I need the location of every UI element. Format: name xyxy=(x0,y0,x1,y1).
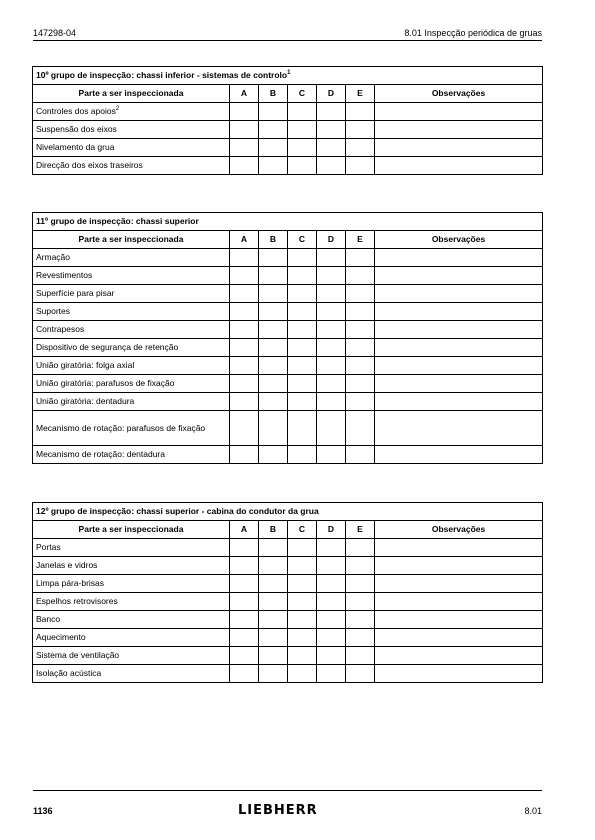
check-cell-c[interactable] xyxy=(288,629,317,647)
check-cell-e[interactable] xyxy=(346,157,375,175)
check-cell-c[interactable] xyxy=(288,411,317,446)
table-row xyxy=(33,557,543,575)
check-cell-b[interactable] xyxy=(259,665,288,683)
check-cell-e[interactable] xyxy=(346,339,375,357)
check-cell-d[interactable] xyxy=(317,121,346,139)
check-cell-c[interactable] xyxy=(288,249,317,267)
column-header-notes: Observações xyxy=(375,231,543,249)
check-cell-c[interactable] xyxy=(288,446,317,464)
check-cell-e[interactable] xyxy=(346,411,375,446)
group-title-row xyxy=(33,213,543,231)
table-row xyxy=(33,103,543,121)
column-header-part: Parte a ser inspeccionada xyxy=(33,521,230,539)
check-cell-a[interactable] xyxy=(230,593,259,611)
table-row xyxy=(33,575,543,593)
check-cell-a[interactable] xyxy=(230,393,259,411)
check-cell-a[interactable] xyxy=(230,121,259,139)
check-cell-d[interactable] xyxy=(317,321,346,339)
check-cell-b[interactable] xyxy=(259,339,288,357)
table-row xyxy=(33,665,543,683)
inspection-item-text: Controles dos apoios xyxy=(36,106,116,116)
column-header-c: C xyxy=(288,521,317,539)
check-cell-e[interactable] xyxy=(346,357,375,375)
check-cell-a[interactable] xyxy=(230,446,259,464)
notes-cell[interactable] xyxy=(375,303,543,321)
inspection-item-text: Aquecimento xyxy=(36,632,86,642)
inspection-item-text: Banco xyxy=(36,614,61,624)
check-cell-e[interactable] xyxy=(346,303,375,321)
check-cell-d[interactable] xyxy=(317,393,346,411)
inspection-item-label xyxy=(33,249,230,267)
column-header-d: D xyxy=(317,231,346,249)
inspection-item-label xyxy=(33,139,230,157)
check-cell-a[interactable] xyxy=(230,357,259,375)
check-cell-e[interactable] xyxy=(346,665,375,683)
check-cell-e[interactable] xyxy=(346,647,375,665)
column-header-row xyxy=(33,85,543,103)
check-cell-d[interactable] xyxy=(317,357,346,375)
check-cell-d[interactable] xyxy=(317,285,346,303)
table-row xyxy=(33,629,543,647)
notes-cell[interactable] xyxy=(375,411,543,446)
check-cell-b[interactable] xyxy=(259,303,288,321)
check-cell-d[interactable] xyxy=(317,267,346,285)
inspection-item-label xyxy=(33,267,230,285)
document-version: 8.01 xyxy=(524,806,542,816)
check-cell-d[interactable] xyxy=(317,611,346,629)
column-header-e: E xyxy=(346,521,375,539)
check-cell-a[interactable] xyxy=(230,665,259,683)
check-cell-e[interactable] xyxy=(346,557,375,575)
check-cell-e[interactable] xyxy=(346,611,375,629)
check-cell-d[interactable] xyxy=(317,446,346,464)
check-cell-b[interactable] xyxy=(259,593,288,611)
check-cell-a[interactable] xyxy=(230,285,259,303)
page-footer xyxy=(33,805,542,819)
check-cell-b[interactable] xyxy=(259,557,288,575)
check-cell-c[interactable] xyxy=(288,121,317,139)
check-cell-c[interactable] xyxy=(288,103,317,121)
inspection-item-text: União giratória: parafusos de fixação xyxy=(36,378,175,388)
column-header-d: D xyxy=(317,85,346,103)
notes-cell[interactable] xyxy=(375,285,543,303)
notes-cell[interactable] xyxy=(375,393,543,411)
inspection-item-label xyxy=(33,339,230,357)
notes-cell[interactable] xyxy=(375,539,543,557)
group-title xyxy=(33,213,543,231)
group-title xyxy=(33,503,543,521)
check-cell-a[interactable] xyxy=(230,321,259,339)
inspection-item-text: Suportes xyxy=(36,306,71,316)
inspection-item-label xyxy=(33,285,230,303)
check-cell-d[interactable] xyxy=(317,557,346,575)
inspection-item-text: União giratória: dentadura xyxy=(36,396,135,406)
check-cell-d[interactable] xyxy=(317,249,346,267)
table-row xyxy=(33,593,543,611)
column-header-e: E xyxy=(346,85,375,103)
table-row xyxy=(33,285,543,303)
footnote-marker: 1 xyxy=(287,70,291,77)
check-cell-a[interactable] xyxy=(230,611,259,629)
check-cell-e[interactable] xyxy=(346,121,375,139)
inspection-item-label xyxy=(33,446,230,464)
check-cell-e[interactable] xyxy=(346,139,375,157)
notes-cell[interactable] xyxy=(375,665,543,683)
inspection-item-label xyxy=(33,593,230,611)
inspection-item-text: Isolação acústica xyxy=(36,668,102,678)
check-cell-d[interactable] xyxy=(317,139,346,157)
check-cell-b[interactable] xyxy=(259,411,288,446)
group-title-text: 10º grupo de inspecção: chassi inferior - sistemas de controlo xyxy=(36,70,288,80)
inspection-item-text: Limpa pára-brisas xyxy=(36,578,105,588)
column-header-c: C xyxy=(288,231,317,249)
page-number: 1136 xyxy=(33,806,53,816)
inspection-item-text: Suspensão dos eixos xyxy=(36,124,117,134)
group-title-row xyxy=(33,67,543,85)
check-cell-b[interactable] xyxy=(259,103,288,121)
check-cell-b[interactable] xyxy=(259,393,288,411)
check-cell-a[interactable] xyxy=(230,157,259,175)
inspection-item-label xyxy=(33,375,230,393)
page-header xyxy=(33,28,542,40)
check-cell-a[interactable] xyxy=(230,303,259,321)
check-cell-e[interactable] xyxy=(346,629,375,647)
inspection-item-label xyxy=(33,393,230,411)
check-cell-a[interactable] xyxy=(230,103,259,121)
footer-divider xyxy=(33,790,542,791)
inspection-item-label xyxy=(33,303,230,321)
notes-cell[interactable] xyxy=(375,339,543,357)
inspection-item-text: Dispositivo de segurança de retenção xyxy=(36,342,179,352)
inspection-item-label xyxy=(33,357,230,375)
inspection-item-text: Janelas e vidros xyxy=(36,560,98,570)
column-header-b: B xyxy=(259,231,288,249)
header-divider xyxy=(33,40,542,41)
inspection-item-label xyxy=(33,157,230,175)
check-cell-a[interactable] xyxy=(230,267,259,285)
inspection-item-label xyxy=(33,411,230,446)
notes-cell[interactable] xyxy=(375,647,543,665)
group-title-text: 11º grupo de inspecção: chassi superior xyxy=(36,216,199,226)
check-cell-b[interactable] xyxy=(259,375,288,393)
check-cell-d[interactable] xyxy=(317,157,346,175)
check-cell-c[interactable] xyxy=(288,139,317,157)
group-title-text: 12º grupo de inspecção: chassi superior - cabina do condutor da grua xyxy=(36,506,319,516)
inspection-item-label xyxy=(33,557,230,575)
inspection-table-group-12 xyxy=(32,502,543,683)
check-cell-c[interactable] xyxy=(288,303,317,321)
check-cell-e[interactable] xyxy=(346,285,375,303)
inspection-item-text: Contrapesos xyxy=(36,324,85,334)
column-header-part: Parte a ser inspeccionada xyxy=(33,85,230,103)
table-row xyxy=(33,647,543,665)
liebherr-logo: LIEBHERR xyxy=(238,803,318,818)
inspection-item-label xyxy=(33,539,230,557)
inspection-item-text: Nivelamento da grua xyxy=(36,142,115,152)
table-row xyxy=(33,339,543,357)
check-cell-b[interactable] xyxy=(259,321,288,339)
inspection-item-text: Superfície para pisar xyxy=(36,288,115,298)
check-cell-a[interactable] xyxy=(230,557,259,575)
check-cell-c[interactable] xyxy=(288,647,317,665)
check-cell-b[interactable] xyxy=(259,139,288,157)
check-cell-a[interactable] xyxy=(230,139,259,157)
check-cell-e[interactable] xyxy=(346,321,375,339)
check-cell-b[interactable] xyxy=(259,446,288,464)
inspection-item-label xyxy=(33,629,230,647)
check-cell-b[interactable] xyxy=(259,539,288,557)
column-header-b: B xyxy=(259,521,288,539)
check-cell-e[interactable] xyxy=(346,249,375,267)
inspection-table-group-11 xyxy=(32,212,543,464)
check-cell-c[interactable] xyxy=(288,267,317,285)
check-cell-c[interactable] xyxy=(288,357,317,375)
column-header-a: A xyxy=(230,231,259,249)
inspection-item-text: Mecanismo de rotação: parafusos de fixação xyxy=(36,422,206,433)
inspection-item-text: Armação xyxy=(36,252,71,262)
inspection-item-label xyxy=(33,665,230,683)
column-header-c: C xyxy=(288,85,317,103)
group-title-row xyxy=(33,503,543,521)
check-cell-c[interactable] xyxy=(288,575,317,593)
check-cell-b[interactable] xyxy=(259,357,288,375)
table-row xyxy=(33,393,543,411)
check-cell-a[interactable] xyxy=(230,411,259,446)
check-cell-e[interactable] xyxy=(346,446,375,464)
check-cell-e[interactable] xyxy=(346,267,375,285)
check-cell-a[interactable] xyxy=(230,575,259,593)
notes-cell[interactable] xyxy=(375,139,543,157)
check-cell-c[interactable] xyxy=(288,593,317,611)
column-header-a: A xyxy=(230,521,259,539)
notes-cell[interactable] xyxy=(375,103,543,121)
notes-cell[interactable] xyxy=(375,593,543,611)
inspection-item-text: Espelhos retrovisores xyxy=(36,596,118,606)
check-cell-b[interactable] xyxy=(259,285,288,303)
column-header-part: Parte a ser inspeccionada xyxy=(33,231,230,249)
notes-cell[interactable] xyxy=(375,557,543,575)
table-row xyxy=(33,357,543,375)
inspection-item-label xyxy=(33,611,230,629)
check-cell-d[interactable] xyxy=(317,575,346,593)
notes-cell[interactable] xyxy=(375,629,543,647)
table-row xyxy=(33,121,543,139)
check-cell-c[interactable] xyxy=(288,339,317,357)
notes-cell[interactable] xyxy=(375,267,543,285)
check-cell-d[interactable] xyxy=(317,303,346,321)
check-cell-a[interactable] xyxy=(230,539,259,557)
check-cell-b[interactable] xyxy=(259,121,288,139)
table-row xyxy=(33,321,543,339)
check-cell-c[interactable] xyxy=(288,375,317,393)
section-title: 8.01 Inspecção periódica de gruas xyxy=(404,28,542,38)
inspection-item-label xyxy=(33,121,230,139)
table-row xyxy=(33,446,543,464)
table-row xyxy=(33,375,543,393)
check-cell-d[interactable] xyxy=(317,375,346,393)
inspection-item-text: Portas xyxy=(36,542,61,552)
check-cell-c[interactable] xyxy=(288,285,317,303)
check-cell-e[interactable] xyxy=(346,575,375,593)
check-cell-d[interactable] xyxy=(317,593,346,611)
document-id: 147298-04 xyxy=(33,28,77,38)
inspection-item-label xyxy=(33,321,230,339)
check-cell-d[interactable] xyxy=(317,339,346,357)
notes-cell[interactable] xyxy=(375,121,543,139)
check-cell-e[interactable] xyxy=(346,393,375,411)
group-title xyxy=(33,67,543,85)
check-cell-b[interactable] xyxy=(259,629,288,647)
notes-cell[interactable] xyxy=(375,611,543,629)
check-cell-d[interactable] xyxy=(317,647,346,665)
column-header-b: B xyxy=(259,85,288,103)
column-header-notes: Observações xyxy=(375,85,543,103)
inspection-item-label xyxy=(33,575,230,593)
table-row xyxy=(33,539,543,557)
check-cell-c[interactable] xyxy=(288,611,317,629)
inspection-item-text: União giratória: folga axial xyxy=(36,360,135,370)
notes-cell[interactable] xyxy=(375,446,543,464)
check-cell-d[interactable] xyxy=(317,103,346,121)
check-cell-b[interactable] xyxy=(259,575,288,593)
check-cell-a[interactable] xyxy=(230,647,259,665)
check-cell-b[interactable] xyxy=(259,267,288,285)
table-row xyxy=(33,267,543,285)
notes-cell[interactable] xyxy=(375,357,543,375)
check-cell-c[interactable] xyxy=(288,665,317,683)
inspection-item-text: Direcção dos eixos traseiros xyxy=(36,160,143,170)
check-cell-e[interactable] xyxy=(346,103,375,121)
inspection-item-text: Sistema de ventilação xyxy=(36,650,120,660)
notes-cell[interactable] xyxy=(375,157,543,175)
check-cell-e[interactable] xyxy=(346,375,375,393)
table-row xyxy=(33,303,543,321)
inspection-table-group-10 xyxy=(32,66,543,175)
check-cell-a[interactable] xyxy=(230,375,259,393)
table-row xyxy=(33,157,543,175)
check-cell-a[interactable] xyxy=(230,339,259,357)
check-cell-e[interactable] xyxy=(346,593,375,611)
inspection-item-text: Mecanismo de rotação: dentadura xyxy=(36,449,165,459)
table-row xyxy=(33,611,543,629)
notes-cell[interactable] xyxy=(375,575,543,593)
check-cell-a[interactable] xyxy=(230,249,259,267)
inspection-item-label xyxy=(33,647,230,665)
check-cell-a[interactable] xyxy=(230,629,259,647)
inspection-item-label xyxy=(33,103,230,121)
check-cell-d[interactable] xyxy=(317,411,346,446)
column-header-d: D xyxy=(317,521,346,539)
column-header-notes: Observações xyxy=(375,521,543,539)
check-cell-c[interactable] xyxy=(288,321,317,339)
check-cell-b[interactable] xyxy=(259,647,288,665)
column-header-e: E xyxy=(346,231,375,249)
check-cell-d[interactable] xyxy=(317,629,346,647)
check-cell-d[interactable] xyxy=(317,539,346,557)
notes-cell[interactable] xyxy=(375,375,543,393)
table-row xyxy=(33,411,543,446)
check-cell-d[interactable] xyxy=(317,665,346,683)
notes-cell[interactable] xyxy=(375,321,543,339)
check-cell-e[interactable] xyxy=(346,539,375,557)
check-cell-b[interactable] xyxy=(259,157,288,175)
inspection-item-text: Revestimentos xyxy=(36,270,93,280)
check-cell-c[interactable] xyxy=(288,557,317,575)
notes-cell[interactable] xyxy=(375,249,543,267)
check-cell-c[interactable] xyxy=(288,539,317,557)
column-header-row xyxy=(33,521,543,539)
check-cell-b[interactable] xyxy=(259,611,288,629)
footnote-marker: 2 xyxy=(115,106,120,113)
check-cell-c[interactable] xyxy=(288,393,317,411)
table-row xyxy=(33,139,543,157)
check-cell-c[interactable] xyxy=(288,157,317,175)
table-row xyxy=(33,249,543,267)
column-header-row xyxy=(33,231,543,249)
column-header-a: A xyxy=(230,85,259,103)
check-cell-b[interactable] xyxy=(259,249,288,267)
